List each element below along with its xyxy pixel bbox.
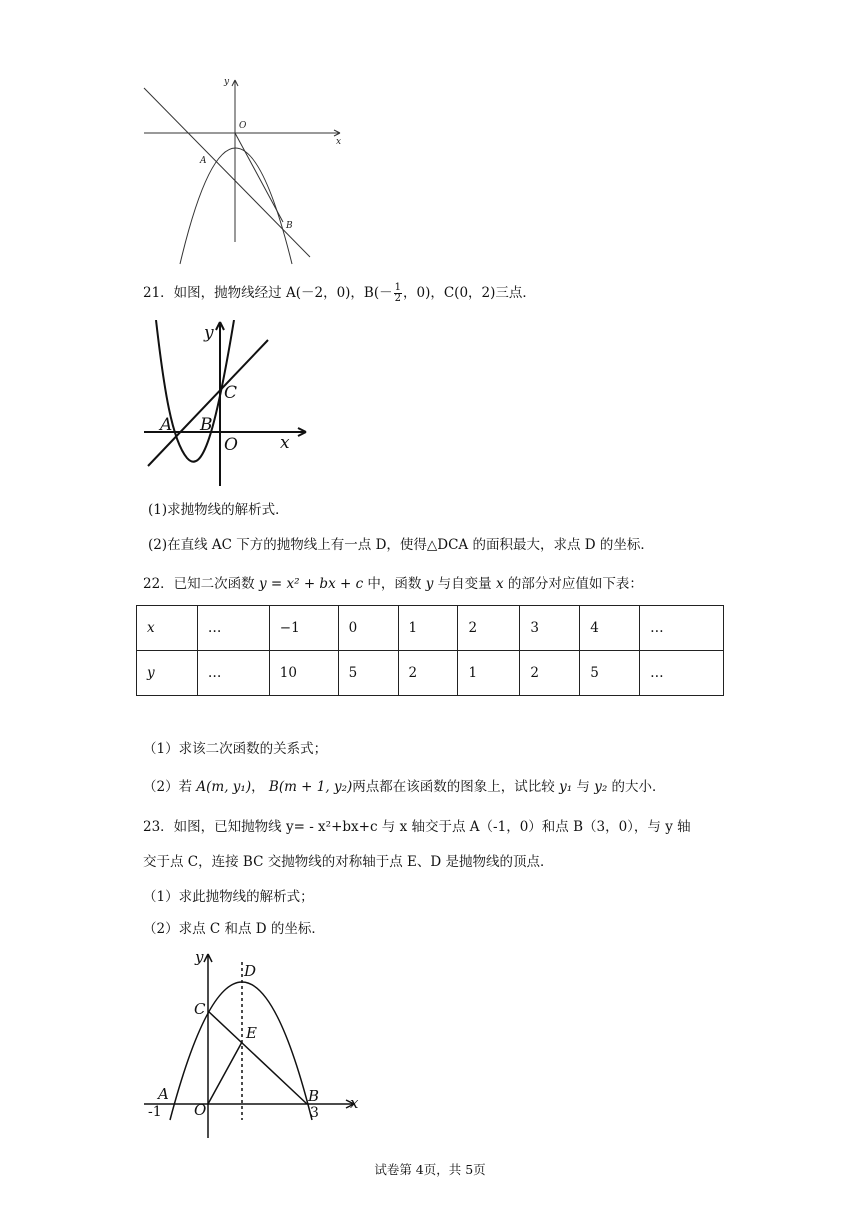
label-a: A [200, 156, 207, 166]
figure-top-parabola [140, 72, 350, 267]
q23-sub1: （1）求此抛物线的解析式； [143, 889, 314, 905]
label-y: y [204, 323, 214, 343]
q23-line2: 交于点 C，连接 BC 交抛物线的对称轴于点 E、D 是抛物线的顶点． [143, 854, 554, 870]
table-row [137, 606, 724, 651]
label-c: C [224, 383, 238, 403]
table-cell: 1 [398, 606, 458, 651]
label-b: B [286, 221, 293, 231]
segment-cb [208, 1011, 307, 1104]
segment-ob [235, 133, 283, 222]
parabola-curve [170, 982, 312, 1120]
label-o: O [224, 435, 238, 455]
table-cell: 5 [338, 651, 398, 696]
segment-oe [208, 1042, 242, 1104]
parabola-curve [180, 148, 292, 264]
q22-sub1: （1）求该二次函数的关系式； [143, 741, 328, 757]
label-o: O [194, 1101, 207, 1119]
table-cell: 5 [580, 651, 640, 696]
label-y: y [195, 948, 204, 966]
label-b: B [200, 415, 213, 435]
q21-stem: 21．如图，抛物线经过 A(－2，0)，B(－ $\frac{1}{2}$ ，0)，C(0，2)三点． [143, 282, 536, 304]
q23-line1: 23．如图，已知抛物线 y= ‐ x²+bx+c 与 x 轴交于点 A（‐1，0）和点 B（3，0），与 y 轴 [143, 819, 691, 835]
q22-value-table [136, 605, 724, 696]
line-ab [144, 88, 310, 257]
label-x: x [350, 1094, 359, 1112]
label-b: B [308, 1087, 320, 1105]
q22-formula: y = x² + bx + c [258, 576, 364, 592]
table-cell: 4 [580, 606, 640, 651]
q21-figure [140, 320, 310, 490]
label-d: D [244, 962, 257, 980]
table-cell: y [137, 651, 198, 696]
table-cell: … [640, 606, 724, 651]
table-cell: 0 [338, 606, 398, 651]
axis-arrow-icon [204, 954, 354, 1108]
table-cell: … [197, 606, 269, 651]
table-row [137, 651, 724, 696]
label-e: E [246, 1024, 257, 1042]
q23-figure [140, 948, 365, 1143]
q22-stem: 22．已知二次函数 y = x² + bx + c 中，函数 y 与自变量 x 的部分对应值如下表： [143, 576, 643, 592]
q21-sub2: (2)在直线 AC 下方的抛物线上有一点 D，使得△DCA 的面积最大，求点 D 的坐标． [148, 537, 654, 553]
label-y: y [224, 77, 230, 87]
page-footer: 试卷第 4页，共 5页 [374, 1162, 486, 1177]
q22-sub2: （2）若 A(m, y₁)， B(m + 1, y₂)两点都在该函数的图象上，试比较 y₁ 与 y₂ 的大小． [143, 779, 666, 795]
table-cell: x [137, 606, 198, 651]
table-cell: 1 [458, 651, 520, 696]
fraction-one-half: $\frac{1}{2}$ [394, 282, 401, 304]
label-a: A [158, 1085, 169, 1103]
table-cell: 3 [520, 606, 580, 651]
q21-sub1: (1)求抛物线的解析式． [148, 502, 289, 518]
table-cell: 2 [398, 651, 458, 696]
table-cell: … [197, 651, 269, 696]
label-o: O [239, 121, 247, 131]
tick-3: 3 [310, 1105, 319, 1121]
label-x: x [336, 137, 342, 147]
label-a: A [160, 415, 173, 435]
label-c: C [194, 1000, 206, 1018]
table-cell: −1 [269, 606, 338, 651]
tick-minus-1: -1 [148, 1104, 162, 1120]
table-cell: … [640, 651, 724, 696]
table-cell: 2 [458, 606, 520, 651]
table-cell: 10 [269, 651, 338, 696]
q23-sub2: （2）求点 C 和点 D 的坐标． [143, 921, 325, 937]
axis-arrow-icon [232, 80, 340, 136]
parabola-curve [156, 320, 234, 462]
label-x: x [280, 433, 290, 453]
line-ac [148, 340, 268, 466]
table-cell: 2 [520, 651, 580, 696]
